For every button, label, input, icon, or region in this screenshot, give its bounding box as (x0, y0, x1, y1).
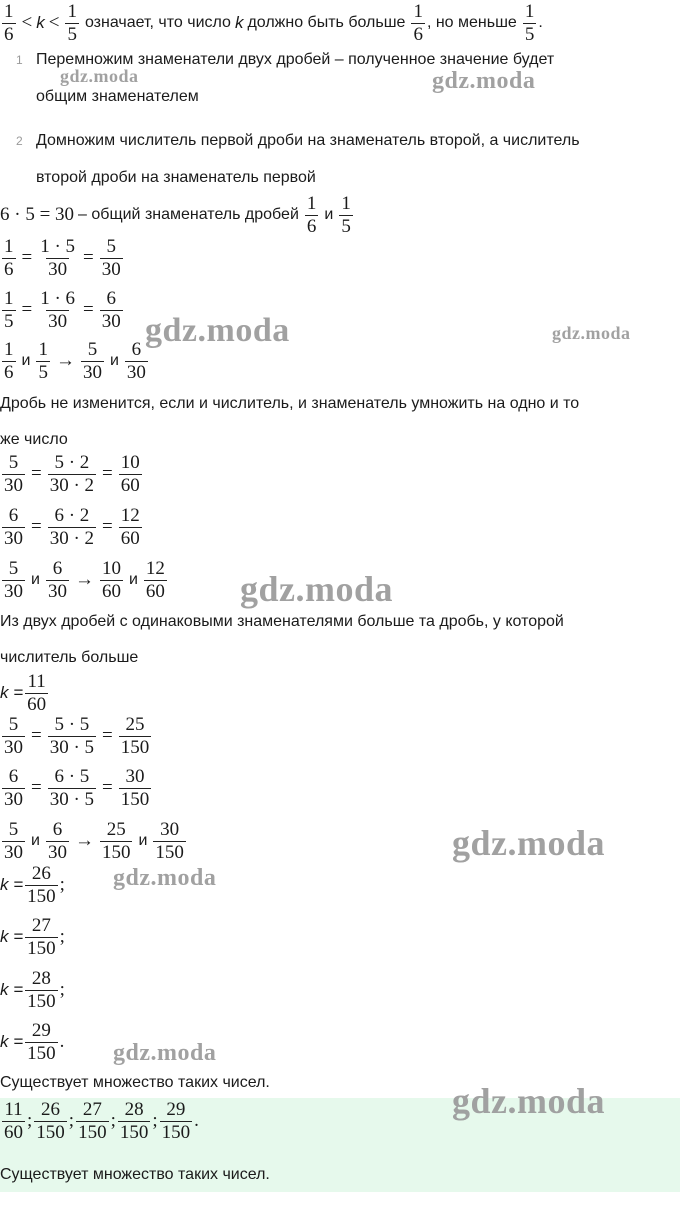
equation-line: k = $\frac{11}{60}$ (0, 670, 47, 715)
step-text: Перемножим знаменатели двух дробей – полученное значение будет (36, 51, 555, 68)
watermark: gdz.moda (452, 823, 606, 863)
fraction-1-6: $\frac{1}{6}$ (413, 0, 423, 45)
watermark: gdz.moda (113, 865, 217, 891)
compare-text: числитель больше (0, 649, 139, 666)
step-number: 2 (16, 134, 23, 148)
rule-text: же число (0, 431, 68, 448)
equation-line: $\frac{5}{30}$ и $\frac{6}{30}$ → $\frac{25}{150}$ и $\frac{30}{150}$ (4, 818, 184, 863)
common-denominator-line: 6 · 5 = 30 – общий знаменатель дробей $\frac{1}{6}$ и $\frac{1}{5}$ (0, 192, 351, 237)
step-text: второй дроби на знаменатель первой (36, 169, 316, 186)
equation-line: k = $\frac{26}{150}$ ; (0, 862, 65, 907)
equation-line: $\frac{6}{30}$ = $\frac{6 \cdot 5}{30 \cdot 5}$ = $\frac{30}{150}$ (4, 765, 150, 810)
equation-line: k = $\frac{28}{150}$ ; (0, 967, 65, 1012)
intro-text: означает, что число (84, 14, 231, 31)
intro-text-2: должно быть больше (247, 14, 406, 31)
equation-line: $\frac{5}{30}$ = $\frac{5 \cdot 2}{30 \cdot 2}$ = $\frac{10}{60}$ (4, 451, 140, 496)
equation-line: $\frac{6}{30}$ = $\frac{6 \cdot 2}{30 \cdot 2}$ = $\frac{12}{60}$ (4, 504, 140, 549)
equation-line: $\frac{1}{6}$ = $\frac{1 \cdot 5}{30}$ = $\frac{5}{30}$ (4, 235, 121, 280)
fraction-1-5: $\frac{1}{5}$ (524, 0, 535, 45)
equation-line: k = $\frac{27}{150}$ ; (0, 914, 65, 959)
equation-line: $\frac{1}{6}$ и $\frac{1}{5}$ → $\frac{5}{30}$ и $\frac{6}{30}$ (4, 338, 146, 383)
equation-line: $\frac{1}{5}$ = $\frac{1 \cdot 6}{30}$ = $\frac{6}{30}$ (4, 287, 121, 332)
watermark: gdz.moda (145, 312, 290, 349)
step-text: Домножим числитель первой дроби на знаменатель второй, а числитель (36, 132, 580, 149)
step-number: 1 (16, 53, 23, 67)
intro-line: $\frac{1}{6}$ < k < $\frac{1}{5}$ означает, что число k должно быть больше $\frac{1}{6}$ , но меньше $\frac{1}{5}$ . (4, 0, 543, 45)
watermark: gdz.moda (113, 1040, 217, 1066)
watermark: gdz.moda (60, 66, 139, 86)
intro-text-3: , но меньше (426, 14, 517, 31)
equation-line: k = $\frac{29}{150}$ . (0, 1019, 65, 1064)
watermark: gdz.moda (240, 569, 394, 609)
step-text: общим знаменателем (36, 88, 199, 105)
watermark: gdz.moda (452, 1081, 606, 1121)
watermark: gdz.moda (552, 323, 631, 343)
fraction-1-5: $\frac{1}{5}$ (67, 0, 77, 45)
equation-line: $\frac{5}{30}$ и $\frac{6}{30}$ → $\frac{10}{60}$ и $\frac{12}{60}$ (4, 557, 165, 602)
conclusion-text: Существует множество таких чисел. (0, 1074, 270, 1091)
rule-text: Дробь не изменится, если и числитель, и знаменатель умножить на одно и то (0, 395, 580, 412)
variable-k: k (36, 13, 45, 32)
equation-line: $\frac{5}{30}$ = $\frac{5 \cdot 5}{30 \cdot 5}$ = $\frac{25}{150}$ (4, 713, 150, 758)
compare-text: Из двух дробей с одинаковыми знаменателями больше та дробь, у которой (0, 613, 564, 630)
answer-fractions: $\frac{11}{60}$ ; $\frac{26}{150}$ ; $\frac{27}{150}$ ; $\frac{28}{150}$ ; $\frac{29}{150}$ . (4, 1098, 199, 1143)
fraction-1-6: $\frac{1}{6}$ (4, 0, 14, 45)
variable-k: k (234, 13, 244, 32)
answer-text: Существует множество таких чисел. (0, 1166, 270, 1183)
watermark: gdz.moda (432, 68, 536, 94)
